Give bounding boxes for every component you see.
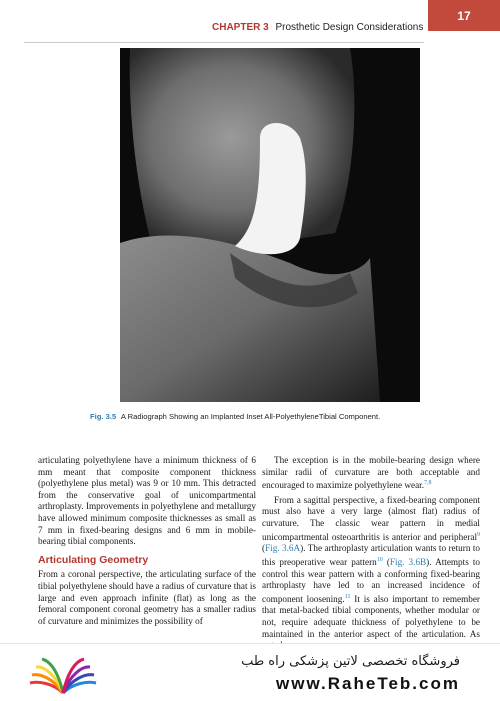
figure-link-3-6b[interactable]: Fig. 3.6B (389, 556, 427, 567)
text-segment: From a sagittal perspective, a fixed-bearing component must also have a very large (almost flat) radius of curvature. The classic wear pattern in medial unicompartmental osteoarthritis is anterior and peripheral (262, 494, 480, 542)
text-segment: ( (382, 556, 390, 567)
book-logo-icon (28, 653, 98, 695)
right-paragraph-1-text: The exception is in the mobile-bearing design where similar radii of curvature are both acceptable and encouraged to maximize polyethylene wear. (262, 455, 480, 491)
chapter-title: Prosthetic Design Considerations (275, 22, 424, 33)
figure-caption-text: A Radiograph Showing an Implanted Inset All-PolyethyleneTibial Component. (120, 412, 381, 421)
right-column (262, 455, 480, 655)
text-segment: ). The arthroplasty articulation wants to return to this preoperative wear pattern (262, 543, 480, 567)
citation-11[interactable]: 11 (344, 593, 351, 600)
watermark-footer (0, 643, 500, 701)
figure-label: Fig. 3.5 (90, 412, 117, 421)
left-column (38, 455, 256, 630)
citation-7-8[interactable]: 7,8 (424, 480, 432, 487)
page-header (0, 12, 500, 42)
text-segment: ). Attempts to control this wear pattern with a conforming fixed-bearing arthroplasty have led to an increased incidence of component loosening. (262, 556, 481, 604)
chapter-label: CHAPTER 3 (212, 22, 269, 33)
figure-link-3-6a[interactable]: Fig. 3.6A (265, 543, 301, 554)
running-head (212, 22, 423, 33)
radiograph-figure (120, 48, 420, 402)
left-paragraph-2: From a coronal perspective, the articulating surface of the tibial polyethylene should have a radius of curvature that is large and even approach infinite (flat) as long as the femoral component coronal geometry has a smaller radius of curvature and minimizes the possibility of (38, 569, 256, 626)
header-rule (24, 42, 424, 43)
left-paragraph-1: articulating polyethylene have a minimum thickness of 6 mm meant that composite component thickness (polyethylene plus metal) was 9 or 10 mm. This detracted from the conservative goal of unicompartmental arthroplasty. Improvements in polyethylene and metallurgy have allowed minimum composite thicknesses as small as 7 mm in fixed-bearing designs and 6 mm in mobile-bearing tibial components. (38, 455, 256, 547)
section-heading: Articulating Geometry (38, 553, 149, 566)
page-number: 17 (428, 0, 500, 31)
text-segment: It is also important to remember that metal-backed tibial components, whether modular or not, require adequate thickness of polyethylene to be maintained in the anterior aspect of the articulation. As (262, 593, 480, 639)
figure-caption (90, 412, 430, 421)
store-url[interactable]: www.RaheTeb.com (276, 674, 460, 693)
citation-10[interactable]: 10 (376, 556, 383, 563)
store-name: فروشگاه تخصصی لاتین پزشکی راه طب (241, 654, 460, 669)
citation-9[interactable]: 9 (477, 531, 480, 538)
right-paragraph-2 (262, 495, 480, 652)
right-paragraph-1 (262, 455, 480, 492)
radiograph-image (120, 48, 420, 402)
text-segment: ( (262, 543, 266, 554)
